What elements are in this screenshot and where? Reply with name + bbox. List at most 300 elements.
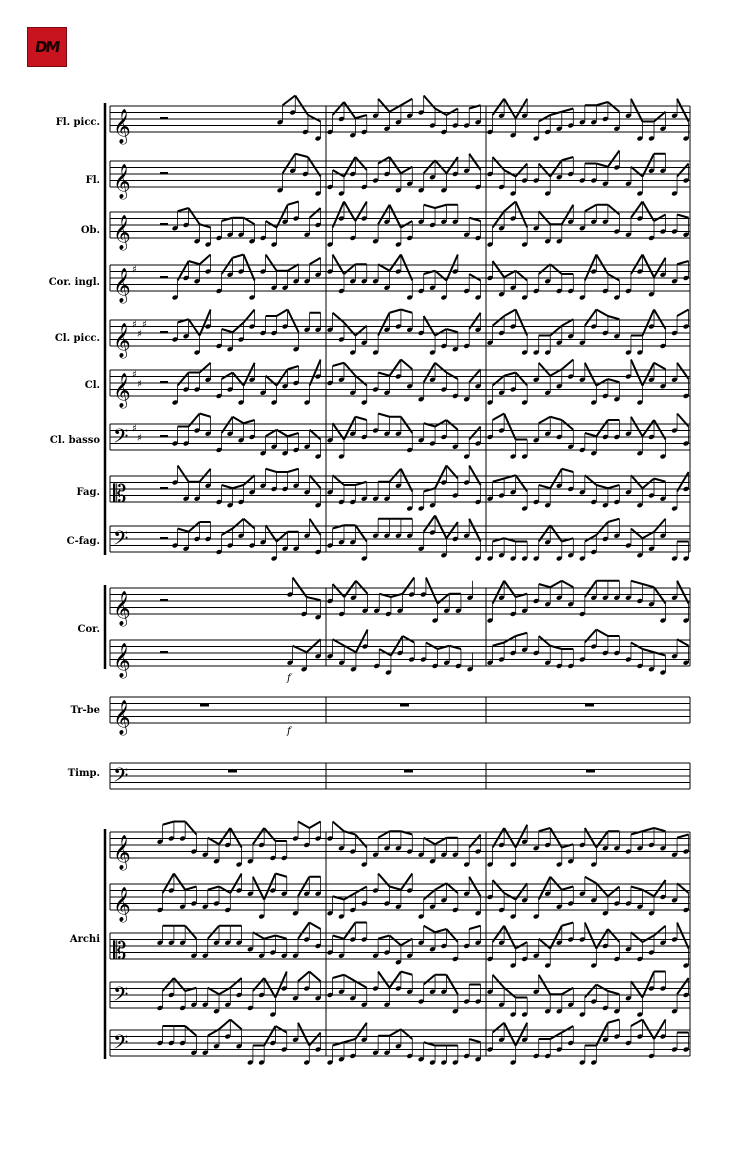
note-beam [233, 255, 244, 258]
note-beam [163, 978, 174, 991]
note-beam [608, 887, 620, 897]
clef-glyph: 𝄡 [113, 937, 127, 965]
clef-glyph: 𝄞 [113, 591, 131, 626]
note-beam [200, 469, 211, 482]
note-beam [356, 630, 368, 653]
note-beam [504, 414, 516, 440]
note-beam [401, 874, 412, 890]
clef-glyph: 𝄞 [113, 323, 131, 358]
label-cl-basso: Cl. basso [49, 435, 100, 446]
note-beam [446, 466, 457, 479]
note-beam [244, 420, 255, 423]
label-cl-picc: Cl. picc. [54, 333, 100, 344]
note-beam [550, 1033, 562, 1040]
note-beam [596, 522, 608, 535]
note-beam [283, 96, 296, 106]
note-beam [298, 972, 309, 982]
clef-glyph: 𝄢 [113, 424, 129, 453]
note-beam [504, 202, 516, 212]
note-beam [344, 102, 355, 118]
note-beam [163, 822, 174, 825]
note-beam [631, 581, 643, 584]
note-beam [390, 255, 401, 271]
note-beam [516, 942, 528, 949]
note-beam [562, 360, 574, 370]
note-beam [390, 360, 401, 376]
note-beam [596, 310, 608, 317]
note-beam [355, 115, 366, 118]
note-beam [298, 923, 309, 939]
note-beam [550, 926, 562, 949]
note-beam [333, 102, 344, 115]
note-beam [677, 261, 689, 264]
note-beam [677, 164, 689, 177]
note-beam [493, 880, 505, 893]
note-beam [230, 978, 241, 988]
note-beam [390, 310, 401, 313]
note-beam [446, 883, 457, 893]
dynamic-forte-horn-2: f [287, 726, 291, 737]
note-beam [562, 469, 574, 472]
key-sharp: ♯ [137, 379, 142, 390]
clef-glyph: 𝄞 [113, 643, 131, 678]
note-beam [469, 274, 480, 281]
staff [110, 265, 690, 291]
note-beam [631, 643, 643, 650]
key-sharp: ♯ [132, 264, 137, 276]
note-beam [446, 157, 457, 173]
note-beam [504, 926, 516, 949]
note-beam [631, 167, 643, 177]
note-beam [654, 112, 666, 122]
note-beam [608, 485, 620, 488]
note-beam [504, 373, 516, 376]
note-beam [438, 594, 450, 604]
note-beam [208, 926, 219, 939]
clef-glyph: 𝄡 [113, 480, 127, 508]
note-beam [309, 822, 320, 829]
note-beam [390, 469, 401, 482]
note-beam [333, 170, 344, 177]
note-beam [446, 929, 457, 942]
note-beam [550, 581, 562, 588]
note-beam [677, 414, 689, 427]
note-beam [233, 519, 244, 529]
rest [160, 435, 168, 438]
note-beam [253, 978, 264, 991]
note-beam [539, 828, 551, 831]
note-beam [516, 825, 528, 848]
note-beam [596, 1023, 608, 1046]
label-fl: Fl. [85, 175, 100, 186]
note-beam [435, 516, 446, 539]
note-beam [390, 205, 401, 228]
rest [160, 172, 168, 175]
note-beam [333, 936, 344, 939]
note-beam [550, 326, 562, 336]
note-beam [504, 99, 516, 119]
key-sharp: ♯ [132, 423, 137, 435]
note-beam [266, 255, 277, 271]
note-beam [378, 936, 389, 939]
note-beam [585, 363, 597, 386]
note-beam [344, 975, 355, 982]
rest [585, 704, 594, 707]
note-beam [539, 164, 551, 177]
note-beam [333, 822, 344, 832]
note-beam [310, 430, 321, 440]
note-beam [631, 932, 643, 942]
note-beam [356, 581, 368, 594]
key-sharp: ♯ [137, 433, 142, 444]
note-beam [378, 414, 389, 417]
clef-glyph: 𝄞 [113, 887, 131, 922]
note-beam [469, 926, 480, 929]
note-beam [310, 360, 321, 386]
note-beam [424, 926, 435, 933]
note-beam [504, 1023, 516, 1046]
note-beam [446, 975, 457, 995]
note-beam [379, 649, 391, 656]
note-beam [244, 310, 255, 323]
note-beam [516, 1023, 528, 1046]
note-beam [631, 1020, 643, 1027]
note-beam [222, 373, 233, 380]
rest [160, 223, 168, 226]
note-beam [585, 433, 597, 436]
note-beam [469, 519, 480, 542]
note-beam [222, 485, 233, 488]
note-beam [608, 274, 620, 281]
note-beam [264, 828, 275, 841]
note-beam [562, 887, 574, 890]
note-beam [504, 170, 516, 177]
note-beam [608, 519, 620, 522]
note-beam [446, 109, 457, 116]
note-beam [435, 929, 446, 932]
note-beam [355, 326, 366, 336]
note-beam [642, 363, 654, 386]
note-beam [310, 258, 321, 265]
rest [586, 770, 595, 773]
note-beam [390, 972, 401, 988]
note-beam [435, 109, 446, 116]
note-beam [344, 363, 355, 376]
note-beam [295, 154, 308, 157]
clef-glyph: 𝄢 [113, 763, 129, 792]
note-beam [654, 519, 666, 532]
note-beam [185, 887, 196, 890]
note-beam [390, 887, 401, 890]
note-beam [344, 893, 355, 900]
note-beam [344, 264, 355, 274]
label-archi: Archi [69, 934, 100, 945]
note-beam [539, 115, 551, 122]
note-beam [435, 466, 446, 489]
clef-glyph: 𝄞 [113, 268, 131, 303]
note-beam [298, 1023, 309, 1046]
rest [400, 704, 409, 707]
note-beam [333, 475, 344, 485]
note-beam [562, 1026, 574, 1033]
label-timp: Timp. [67, 768, 100, 779]
note-beam [233, 485, 244, 488]
note-beam [608, 991, 620, 994]
note-beam [401, 360, 412, 370]
note-beam [469, 835, 480, 848]
note-beam [298, 822, 309, 829]
note-beam [435, 363, 446, 373]
note-beam [264, 936, 275, 939]
clef-glyph: 𝄞 [113, 215, 131, 250]
note-beam [309, 972, 320, 982]
note-beam [230, 1020, 241, 1030]
note-beam [189, 261, 200, 264]
clef-glyph: 𝄢 [113, 1030, 129, 1059]
rest [160, 537, 168, 540]
note-beam [401, 99, 412, 106]
note-beam [401, 469, 412, 492]
note-beam [608, 102, 620, 112]
note-beam [288, 310, 299, 333]
note-beam [424, 96, 435, 109]
rest [160, 487, 168, 490]
note-beam [200, 255, 211, 265]
note-beam [585, 475, 597, 485]
label-cor-ingl: Cor. ingl. [48, 277, 100, 288]
note-beam [642, 310, 654, 336]
note-beam [378, 157, 389, 164]
note-beam [608, 379, 620, 382]
note-beam [446, 420, 457, 430]
note-beam [585, 877, 597, 884]
note-beam [469, 369, 480, 382]
key-sharp: ♯ [132, 319, 137, 331]
note-beam [596, 102, 608, 105]
note-beam [244, 363, 255, 386]
staff [110, 832, 690, 858]
note-beam [596, 379, 608, 386]
dynamic-forte-horn-1: f [287, 673, 291, 684]
note-beam [401, 310, 412, 313]
key-sharp: ♯ [132, 369, 137, 381]
note-beam [493, 376, 505, 386]
note-beam [333, 363, 344, 366]
rest [160, 117, 168, 120]
note-beam [677, 883, 689, 893]
note-beam [344, 1039, 355, 1042]
note-beam [562, 581, 574, 588]
note-beam [288, 433, 299, 436]
note-beam [631, 529, 643, 539]
key-sharp: ♯ [137, 329, 142, 340]
note-beam [469, 1039, 480, 1042]
note-beam [401, 221, 412, 228]
note-beam [219, 1020, 230, 1030]
note-beam [642, 936, 654, 943]
note-beam [654, 215, 666, 222]
note-beam [222, 529, 233, 536]
note-beam [208, 887, 219, 890]
note-beam [596, 164, 608, 167]
note-beam [244, 255, 255, 281]
note-beam [550, 877, 562, 890]
note-beam [516, 633, 528, 636]
note-beam [333, 975, 344, 978]
note-beam [539, 975, 551, 995]
note-beam [642, 649, 654, 652]
note-beam [642, 828, 654, 831]
note-beam [596, 485, 608, 488]
note-beam [310, 208, 321, 218]
note-beam [378, 99, 389, 112]
note-beam [200, 310, 211, 336]
note-beam [642, 479, 654, 489]
note-beam [390, 936, 401, 946]
note-beam [539, 211, 551, 224]
note-beam [378, 972, 389, 988]
publisher-logo-text: DM [34, 38, 60, 56]
note-beam [277, 310, 288, 317]
clef-glyph: 𝄞 [113, 164, 131, 199]
note-beam [596, 985, 608, 992]
note-beam [493, 1023, 505, 1033]
note-beam [539, 363, 551, 376]
clef-glyph: 𝄞 [113, 109, 131, 144]
staff [110, 370, 690, 396]
note-beam [275, 936, 286, 939]
clef-glyph: 𝄞 [113, 373, 131, 408]
note-beam [493, 261, 505, 277]
note-beam [189, 414, 200, 427]
note-beam [189, 208, 200, 224]
note-beam [516, 310, 528, 336]
note-beam [344, 417, 355, 440]
note-beam [275, 972, 286, 998]
note-beam [355, 835, 366, 848]
note-beam [401, 255, 412, 281]
note-beam [233, 323, 244, 333]
note-beam [642, 420, 654, 436]
note-beam [435, 420, 446, 427]
note-beam [654, 828, 666, 831]
note-beam [253, 828, 264, 844]
note-beam [178, 529, 189, 532]
note-beam [222, 329, 233, 332]
note-beam [608, 151, 620, 167]
note-beam [539, 939, 551, 949]
clefs [113, 109, 147, 1059]
note-beam [608, 205, 620, 215]
note-beam [493, 975, 505, 988]
note-beam [355, 887, 366, 894]
note-beam [253, 877, 264, 900]
note-beam [424, 516, 435, 532]
note-beam [562, 420, 574, 430]
note-beam [642, 972, 654, 998]
clef-glyph: 𝄞 [113, 700, 131, 735]
staff [110, 697, 690, 723]
note-beam [677, 310, 689, 317]
label-c-fag: C-fag. [66, 536, 100, 547]
note-beam [174, 978, 185, 991]
rest [404, 770, 413, 773]
note-beam [185, 926, 196, 939]
note-beam [446, 373, 457, 380]
note-beam [200, 414, 211, 417]
note-beam [378, 373, 389, 376]
note-beam [307, 639, 321, 652]
note-beam [178, 208, 189, 211]
note-beam [504, 988, 516, 998]
note-beam [401, 972, 412, 975]
note-beam [516, 164, 528, 177]
note-beam [677, 99, 689, 122]
note-beam [333, 313, 344, 323]
note-beam [504, 893, 516, 900]
note-beam [446, 522, 457, 538]
note-beam [435, 271, 446, 281]
note-beam [310, 475, 321, 488]
note-beam [585, 255, 597, 281]
note-beam [562, 923, 574, 926]
rest [160, 331, 168, 334]
label-tr-be: Tr-be [70, 705, 100, 716]
note-beam [677, 923, 689, 949]
label-fl-picc: Fl. picc. [55, 117, 100, 128]
note-beam [585, 535, 597, 542]
note-beam [178, 466, 189, 482]
note-beam [654, 926, 666, 936]
note-beam [264, 874, 275, 900]
label-cl: Cl. [84, 380, 100, 391]
note-beam [435, 329, 446, 336]
note-beam [493, 643, 505, 646]
note-beam [585, 630, 597, 643]
note-beam [309, 1033, 320, 1046]
rest [200, 704, 209, 707]
note-beam [585, 310, 597, 326]
note-beam [424, 160, 435, 173]
note-beam [288, 202, 299, 205]
clef-glyph: 𝄢 [113, 982, 129, 1011]
note-beam [435, 160, 446, 173]
note-beam [677, 581, 689, 604]
note-beam [185, 822, 196, 835]
note-beam [378, 313, 389, 336]
note-beam [200, 363, 211, 373]
note-beam [378, 874, 389, 887]
note-beam [333, 584, 345, 597]
note-beam [424, 205, 435, 208]
note-beam [608, 316, 620, 319]
note-beam [654, 479, 666, 482]
note-beam [539, 485, 551, 488]
note-beam [277, 205, 288, 228]
note-beam [469, 427, 480, 440]
rest [160, 651, 168, 654]
note-beam [596, 630, 608, 637]
note-beam [654, 363, 666, 370]
note-beam [493, 581, 505, 604]
note-beam [426, 578, 438, 604]
note-beam [550, 417, 562, 420]
note-beam [424, 975, 435, 985]
note-beam [219, 887, 230, 894]
note-beam [178, 373, 189, 386]
note-beam [608, 1020, 620, 1023]
note-beam [344, 923, 355, 939]
